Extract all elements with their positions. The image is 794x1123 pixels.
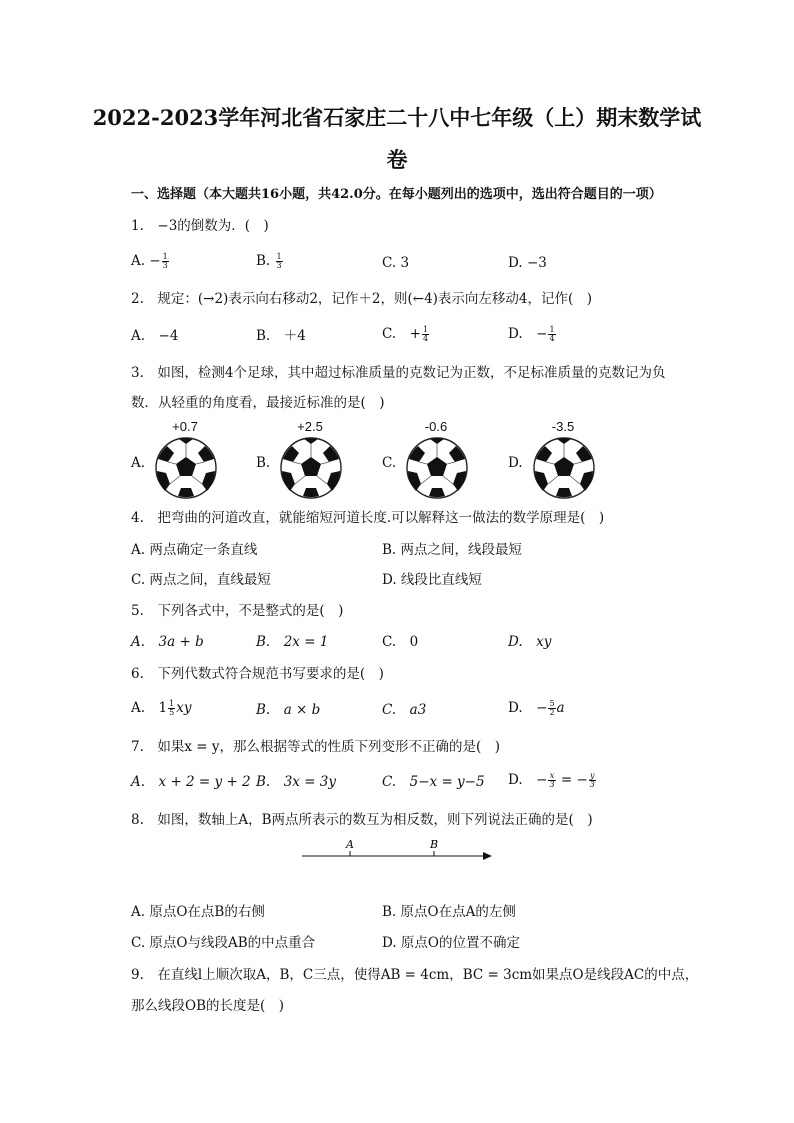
exam-title-line2: 卷 xyxy=(386,147,408,172)
question-5-option-b: B. 2x = 1 xyxy=(256,634,329,650)
fraction-denominator: 3 xyxy=(162,261,168,270)
question-6-option-a xyxy=(131,698,191,718)
question-7-option-a: A. x + 2 = y + 2 xyxy=(131,774,251,790)
fraction-numerator: 1 xyxy=(422,325,429,334)
question-8-option-d: D. 原点O的位置不确定 xyxy=(382,935,520,951)
number-line-arrow xyxy=(483,852,492,860)
question-3-option-c: C. xyxy=(382,455,397,471)
question-3-option-b: B. xyxy=(256,455,271,471)
question-6-option-b: B. a × b xyxy=(256,702,321,718)
fraction xyxy=(589,772,596,789)
fraction-numerator: 1 xyxy=(169,699,175,708)
fraction-denominator: 3 xyxy=(589,780,595,789)
fraction xyxy=(548,700,555,717)
fraction xyxy=(276,253,283,270)
option-d-prefix: D. − xyxy=(508,700,548,716)
option-d-label: D. xyxy=(508,255,523,271)
point-a-label: A xyxy=(346,838,354,851)
minus-sign: − xyxy=(149,253,161,269)
option-b-label: B. xyxy=(256,253,271,269)
question-2-stem: 2. 规定：(→2)表示向右移动2，记作＋2，则(←4)表示向左移动4，记作( ) xyxy=(131,291,593,307)
question-7-option-d xyxy=(508,770,597,790)
question-7-option-c: C. 5−x = y−5 xyxy=(382,774,485,790)
option-a-variables: xy xyxy=(176,700,192,716)
question-2-option-d xyxy=(508,324,557,344)
ball-label-a: +0.7 xyxy=(172,419,198,434)
fraction-numerator: 5 xyxy=(549,699,555,708)
question-7-stem: 7. 如果x = y，那么根据等式的性质下列变形不正确的是( ) xyxy=(131,739,501,755)
question-4-stem: 4. 把弯曲的河道改直，就能缩短河道长度.可以解释这一做法的数学原理是( ) xyxy=(131,510,605,526)
question-8-stem: 8. 如图，数轴上A，B两点所表示的数互为相反数，则下列说法正确的是( ) xyxy=(131,812,593,828)
soccer-ball-icon xyxy=(532,437,596,499)
fraction xyxy=(548,326,555,343)
question-4-option-b: B. 两点之间，线段最短 xyxy=(382,542,523,558)
question-9-stem-line1: 9. 在直线l上顺次取A，B，C三点，使得AB = 4cm，BC = 3cm如果点O是线段AC的中点， xyxy=(131,967,699,983)
option-a-prefix: A. 1 xyxy=(131,700,168,716)
question-3-stem-line1: 3. 如图，检测4个足球，其中超过标准质量的克数记为正数，不足标准质量的克数记为负 xyxy=(131,365,666,381)
ball-label-d: -3.5 xyxy=(551,419,575,434)
question-2-option-c xyxy=(382,324,430,344)
fraction-numerator: 1 xyxy=(549,325,555,334)
fraction-denominator: 2 xyxy=(549,708,555,717)
question-1-option-c xyxy=(382,253,409,273)
option-d-prefix: D. − xyxy=(508,772,548,788)
fraction-numerator: 1 xyxy=(276,252,282,261)
question-5-option-c: C. 0 xyxy=(382,634,419,650)
question-7-option-b: B. 3x = 3y xyxy=(256,774,337,790)
question-9-stem-line2: 那么线段OB的长度是( ) xyxy=(131,998,285,1014)
option-c-value: 3 xyxy=(400,255,410,271)
question-3-option-d: D. xyxy=(508,455,523,471)
fraction xyxy=(162,253,169,270)
fraction-denominator: 5 xyxy=(169,708,175,717)
fraction-denominator: 4 xyxy=(422,334,429,343)
question-8-option-b: B. 原点O在点A的左侧 xyxy=(382,904,516,920)
question-4-option-d: D. 线段比直线短 xyxy=(382,572,482,588)
ball-label-c: -0.6 xyxy=(424,419,448,434)
option-d-value: −3 xyxy=(526,255,547,271)
question-2-option-b: B. ＋4 xyxy=(256,328,306,344)
question-1-option-d xyxy=(508,253,547,273)
option-c-label: C. xyxy=(382,255,397,271)
question-8-option-a: A. 原点O在点B的右侧 xyxy=(131,904,265,920)
question-2-option-a: A. −4 xyxy=(131,328,179,344)
exam-title-line1: 2022-2023学年河北省石家庄二十八中七年级（上）期末数学试 xyxy=(92,105,702,130)
soccer-ball-icon xyxy=(154,437,218,499)
soccer-ball-icon xyxy=(405,437,469,499)
fraction-denominator: 4 xyxy=(549,334,555,343)
question-6-option-c: C. a3 xyxy=(382,702,427,718)
question-3-stem-line2: 数．从轻重的角度看，最接近标准的是( ) xyxy=(131,395,385,411)
question-5-option-d: D. xy xyxy=(508,634,552,650)
equals-minus: = − xyxy=(556,772,588,788)
fraction xyxy=(168,700,175,717)
option-d-label: D. − xyxy=(508,326,548,342)
question-1-option-b xyxy=(256,251,284,271)
question-3-option-a: A. xyxy=(131,455,146,471)
option-a-label: A. xyxy=(131,253,146,269)
question-6-stem: 6. 下列代数式符合规范书写要求的是( ) xyxy=(131,666,384,682)
fraction-numerator: y xyxy=(590,771,595,780)
question-4-option-a: A. 两点确定一条直线 xyxy=(131,542,258,558)
soccer-ball-icon xyxy=(279,437,343,499)
question-1-stem: 1. −3的倒数为．( ) xyxy=(131,218,269,234)
fraction xyxy=(548,772,555,789)
option-d-variable: a xyxy=(556,700,565,716)
fraction-denominator: 3 xyxy=(276,261,282,270)
question-4-option-c: C. 两点之间，直线最短 xyxy=(131,572,271,588)
question-5-option-a: A. 3a + b xyxy=(131,634,204,650)
question-1-option-a xyxy=(131,251,170,271)
question-5-stem: 5. 下列各式中，不是整式的是( ) xyxy=(131,603,344,619)
ball-label-b: +2.5 xyxy=(297,419,323,434)
point-b-label: B xyxy=(429,838,439,851)
fraction xyxy=(422,326,429,343)
option-c-label: C. + xyxy=(382,326,421,342)
question-6-option-d xyxy=(508,698,565,718)
section-header: 一、选择题（本大题共16小题，共42.0分。在每小题列出的选项中，选出符合题目的一项） xyxy=(131,187,662,202)
fraction-denominator: 3 xyxy=(549,780,555,789)
fraction-numerator: 1 xyxy=(162,252,168,261)
number-line-diagram xyxy=(300,835,496,867)
fraction-numerator: x xyxy=(549,771,555,780)
question-8-option-c: C. 原点O与线段AB的中点重合 xyxy=(131,935,316,951)
